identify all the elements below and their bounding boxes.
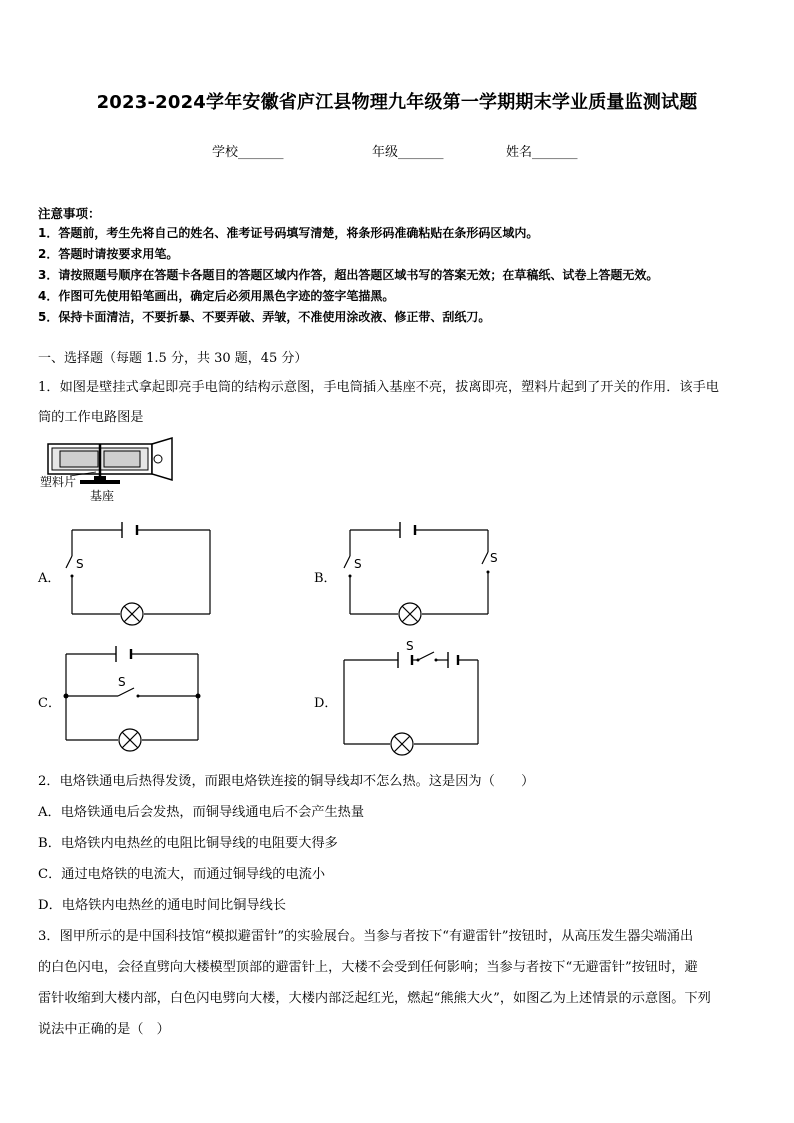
q2-option-a: A．电烙铁通电后会发热，而铜导线通电后不会产生热量 [38, 805, 365, 820]
q2-stem: 2．电烙铁通电后热得发烫，而跟电烙铁连接的铜导线却不怎么热。这是因为（ ） [38, 774, 535, 789]
q1-option-c: C． [38, 696, 61, 711]
q1-option-a: A． [38, 571, 61, 586]
switch-label-d: S [406, 640, 414, 653]
switch-label-b2: S [490, 551, 498, 565]
name-field: 姓名_______ [506, 145, 578, 160]
base-label: 基座 [90, 489, 115, 503]
q3-line4: 说法中正确的是（ ） [38, 1022, 170, 1037]
notice-item-5: 5．保持卡面清洁，不要折暴、不要弄破、弄皱，不准使用涂改液、修正带、刮纸刀。 [38, 310, 491, 324]
notice-item-1: 1．答题前，考生先将自己的姓名、准考证号码填写清楚，将条形码准确粘贴在条形码区域内。 [38, 226, 539, 240]
notice-item-2: 2．答题时请按要求用笔。 [38, 247, 179, 261]
plastic-label: 塑料片 [40, 475, 77, 489]
q1-stem-line1: 1．如图是壁挂式拿起即亮手电筒的结构示意图，手电筒插入基座不亮，拔离即亮，塑料片起到了开关的作用．该手电 [38, 380, 719, 395]
section-heading: 一、选择题（每题 1.5 分，共 30 题，45 分） [38, 351, 308, 366]
q3-line3: 雷针收缩到大楼内部，白色闪电劈向大楼，大楼内部泛起红光，燃起“熊熊大火”，如图乙为上述情景的示意图。下列 [38, 991, 711, 1006]
q1-stem-line2: 筒的工作电路图是 [38, 410, 144, 425]
q3-line2: 的白色闪电，会径直劈向大楼模型顶部的避雷针上，大楼不会受到任何影响；当参与者按下“无避雷针”按钮时，避 [38, 960, 698, 975]
q2-option-c: C．通过电烙铁的电流大，而通过铜导线的电流小 [38, 867, 326, 882]
notice-item-4: 4．作图可先使用铅笔画出，确定后必须用黑色字迹的签字笔描黑。 [38, 289, 395, 303]
switch-label-b1: S [354, 557, 362, 571]
switch-label-c: S [118, 675, 126, 689]
notice-item-3: 3．请按照题号顺序在答题卡各题目的答题区域内作答，超出答题区域书写的答案无效；在草稿纸、试卷上答题无效。 [38, 268, 659, 282]
grade-field: 年级_______ [372, 145, 444, 160]
notice-heading: 注意事项： [38, 206, 101, 221]
q1-option-b: B． [314, 571, 337, 586]
switch-label-a: S [76, 557, 84, 571]
school-field: 学校_______ [212, 145, 284, 160]
q2-option-b: B．电烙铁内电热丝的电阻比铜导线的电阻要大得多 [38, 836, 338, 851]
q3-line1: 3．图甲所示的是中国科技馆“模拟避雷针”的实验展台。当参与者按下“有避雷针”按钮时，从高压发生器尖端涌出 [38, 929, 694, 944]
q1-option-d: D． [314, 696, 338, 711]
page-title: 2023-2024学年安徽省庐江县物理九年级第一学期期末学业质量监测试题 [96, 92, 698, 113]
circuit-d [336, 640, 486, 756]
q2-option-d: D．电烙铁内电热丝的通电时间比铜导线长 [38, 898, 286, 913]
circuit-c [60, 642, 210, 754]
circuit-b [338, 518, 498, 630]
circuit-a [62, 518, 217, 630]
flashlight-figure [40, 436, 180, 506]
